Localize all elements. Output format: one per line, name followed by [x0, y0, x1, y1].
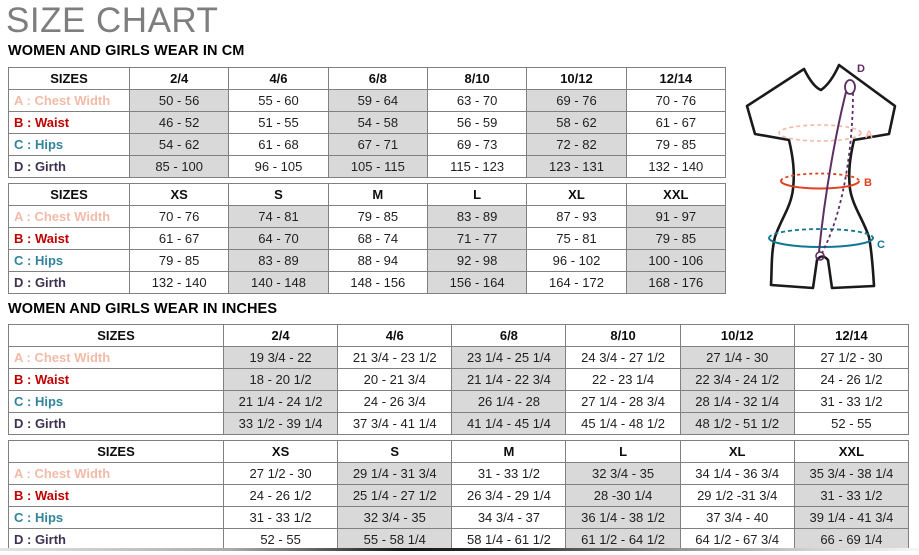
measurement-cell: 21 1/4 - 24 1/2 — [224, 391, 338, 413]
header-row — [9, 184, 726, 206]
girth-line-front — [819, 92, 846, 252]
waist-label: B — [864, 177, 872, 189]
section-heading-cm: WOMEN AND GIRLS WEAR IN CM — [8, 43, 245, 59]
measurement-cell: 72 - 82 — [527, 134, 626, 156]
measurement-cell: 74 - 81 — [229, 206, 328, 228]
size-column-header: 6/8 — [452, 325, 566, 347]
measurement-cell: 88 - 94 — [328, 250, 427, 272]
measurement-row — [9, 206, 726, 228]
measurement-cell: 140 - 148 — [229, 272, 328, 294]
measurement-cell: 52 - 55 — [224, 529, 338, 551]
size-column-header: S — [338, 441, 452, 463]
measurement-cell: 41 1/4 - 45 1/4 — [452, 413, 566, 435]
measurement-cell: 132 - 140 — [130, 272, 229, 294]
measurement-cell: 28 -30 1/4 — [566, 485, 680, 507]
measurement-cell: 61 1/2 - 64 1/2 — [566, 529, 680, 551]
measurement-cell: 55 - 60 — [229, 90, 328, 112]
measurement-cell: 34 1/4 - 36 3/4 — [680, 463, 794, 485]
measurement-cell: 85 - 100 — [130, 156, 229, 178]
girth-shoulder-marker — [845, 80, 855, 94]
measurement-cell: 34 3/4 - 37 — [452, 507, 566, 529]
measurement-cell: 69 - 73 — [427, 134, 526, 156]
measurement-cell: 61 - 68 — [229, 134, 328, 156]
measurement-cell: 35 3/4 - 38 1/4 — [794, 463, 908, 485]
measurement-row-label: A : Chest Width — [9, 463, 224, 485]
measurement-row — [9, 272, 726, 294]
measurement-cell: 66 - 69 1/4 — [794, 529, 908, 551]
size-column-header: 12/14 — [626, 68, 725, 90]
measurement-cell: 26 3/4 - 29 1/4 — [452, 485, 566, 507]
measurement-cell: 25 1/4 - 27 1/2 — [338, 485, 452, 507]
measurement-cell: 83 - 89 — [427, 206, 526, 228]
measurement-cell: 64 - 70 — [229, 228, 328, 250]
size-column-header: 2/4 — [224, 325, 338, 347]
size-table-cm-letter — [8, 183, 726, 294]
measurement-row — [9, 228, 726, 250]
measurement-cell: 58 - 62 — [527, 112, 626, 134]
measurement-row — [9, 485, 909, 507]
measurement-cell: 123 - 131 — [527, 156, 626, 178]
measurement-cell: 168 - 176 — [626, 272, 725, 294]
chest-ellipse — [779, 125, 861, 141]
measurement-figure — [733, 57, 915, 295]
measurement-cell: 67 - 71 — [328, 134, 427, 156]
measurement-row — [9, 413, 909, 435]
figure-body-outline — [747, 65, 895, 288]
measurement-cell: 69 - 76 — [527, 90, 626, 112]
measurement-cell: 18 - 20 1/2 — [224, 369, 338, 391]
measurement-cell: 37 3/4 - 41 1/4 — [338, 413, 452, 435]
sizes-column-header: SIZES — [9, 184, 130, 206]
size-table-inches-youth — [8, 324, 909, 435]
measurement-row — [9, 250, 726, 272]
measurement-cell: 50 - 56 — [130, 90, 229, 112]
measurement-row-label: A : Chest Width — [9, 347, 224, 369]
measurement-cell: 37 3/4 - 40 — [680, 507, 794, 529]
measurement-cell: 63 - 70 — [427, 90, 526, 112]
measurement-row — [9, 507, 909, 529]
measurement-cell: 79 - 85 — [626, 134, 725, 156]
size-table-inches-letter — [8, 440, 909, 551]
measurement-cell: 31 - 33 1/2 — [224, 507, 338, 529]
measurement-row-label: C : Hips — [9, 507, 224, 529]
size-column-header: 10/12 — [527, 68, 626, 90]
measurement-cell: 96 - 102 — [527, 250, 626, 272]
size-column-header: XL — [680, 441, 794, 463]
measurement-cell: 164 - 172 — [527, 272, 626, 294]
measurement-cell: 70 - 76 — [130, 206, 229, 228]
size-column-header: 8/10 — [427, 68, 526, 90]
size-column-header: M — [328, 184, 427, 206]
measurement-cell: 31 - 33 1/2 — [452, 463, 566, 485]
measurement-cell: 87 - 93 — [527, 206, 626, 228]
bottom-divider — [0, 548, 919, 551]
size-column-header: 12/14 — [794, 325, 908, 347]
measurement-cell: 39 1/4 - 41 3/4 — [794, 507, 908, 529]
header-row — [9, 325, 909, 347]
measurement-cell: 31 - 33 1/2 — [794, 485, 908, 507]
section-heading-inches: WOMEN AND GIRLS WEAR IN INCHES — [8, 301, 278, 317]
measurement-cell: 92 - 98 — [427, 250, 526, 272]
size-column-header: 10/12 — [680, 325, 794, 347]
measurement-cell: 29 1/2 -31 3/4 — [680, 485, 794, 507]
measurement-cell: 22 - 23 1/4 — [566, 369, 680, 391]
girth-label: D — [857, 63, 865, 75]
measurement-cell: 70 - 76 — [626, 90, 725, 112]
measurement-row — [9, 90, 726, 112]
measurement-row-label: B : Waist — [9, 369, 224, 391]
measurement-row-label: B : Waist — [9, 112, 130, 134]
measurement-row — [9, 391, 909, 413]
size-table-cm-youth — [8, 67, 726, 178]
size-column-header: M — [452, 441, 566, 463]
header-row — [9, 68, 726, 90]
measurement-cell: 27 1/2 - 30 — [794, 347, 908, 369]
measurement-row — [9, 156, 726, 178]
size-column-header: L — [566, 441, 680, 463]
measurement-cell: 148 - 156 — [328, 272, 427, 294]
measurement-row-label: A : Chest Width — [9, 206, 130, 228]
size-column-header: L — [427, 184, 526, 206]
measurement-row-label: C : Hips — [9, 250, 130, 272]
measurement-cell: 36 1/4 - 38 1/2 — [566, 507, 680, 529]
measurement-row-label: A : Chest Width — [9, 90, 130, 112]
measurement-cell: 31 - 33 1/2 — [794, 391, 908, 413]
measurement-cell: 156 - 164 — [427, 272, 526, 294]
size-column-header: XL — [527, 184, 626, 206]
measurement-cell: 51 - 55 — [229, 112, 328, 134]
measurement-cell: 75 - 81 — [527, 228, 626, 250]
measurement-row-label: C : Hips — [9, 391, 224, 413]
measurement-row-label: B : Waist — [9, 485, 224, 507]
measurement-cell: 55 - 58 1/4 — [338, 529, 452, 551]
measurement-cell: 52 - 55 — [794, 413, 908, 435]
sizes-column-header: SIZES — [9, 441, 224, 463]
measurement-row-label: B : Waist — [9, 228, 130, 250]
measurement-cell: 32 3/4 - 35 — [338, 507, 452, 529]
size-column-header: 2/4 — [130, 68, 229, 90]
measurement-cell: 27 1/2 - 30 — [224, 463, 338, 485]
measurement-cell: 61 - 67 — [130, 228, 229, 250]
size-column-header: XXL — [794, 441, 908, 463]
size-column-header: XS — [224, 441, 338, 463]
measurement-cell: 115 - 123 — [427, 156, 526, 178]
measurement-cell: 132 - 140 — [626, 156, 725, 178]
measurement-cell: 100 - 106 — [626, 250, 725, 272]
measurement-cell: 83 - 89 — [229, 250, 328, 272]
hips-label: C — [877, 239, 885, 251]
measurement-cell: 24 - 26 1/2 — [224, 485, 338, 507]
measurement-row — [9, 112, 726, 134]
measurement-cell: 58 1/4 - 61 1/2 — [452, 529, 566, 551]
measurement-cell: 46 - 52 — [130, 112, 229, 134]
measurement-cell: 22 3/4 - 24 1/2 — [680, 369, 794, 391]
measurement-cell: 91 - 97 — [626, 206, 725, 228]
measurement-row — [9, 347, 909, 369]
measurement-cell: 27 1/4 - 28 3/4 — [566, 391, 680, 413]
size-column-header: 4/6 — [338, 325, 452, 347]
chest-label: A — [865, 129, 873, 141]
measurement-row — [9, 134, 726, 156]
measurement-cell: 79 - 85 — [130, 250, 229, 272]
measurement-cell: 29 1/4 - 31 3/4 — [338, 463, 452, 485]
size-column-header: 8/10 — [566, 325, 680, 347]
size-column-header: 4/6 — [229, 68, 328, 90]
measurement-row-label: D : Girth — [9, 272, 130, 294]
measurement-row-label: D : Girth — [9, 413, 224, 435]
measurement-cell: 105 - 115 — [328, 156, 427, 178]
measurement-cell: 21 1/4 - 22 3/4 — [452, 369, 566, 391]
measurement-cell: 24 3/4 - 27 1/2 — [566, 347, 680, 369]
measurement-cell: 19 3/4 - 22 — [224, 347, 338, 369]
measurement-cell: 64 1/2 - 67 3/4 — [680, 529, 794, 551]
size-column-header: XS — [130, 184, 229, 206]
measurement-cell: 79 - 85 — [626, 228, 725, 250]
measurement-cell: 24 - 26 1/2 — [794, 369, 908, 391]
measurement-cell: 27 1/4 - 30 — [680, 347, 794, 369]
measurement-cell: 21 3/4 - 23 1/2 — [338, 347, 452, 369]
size-column-header: S — [229, 184, 328, 206]
header-row — [9, 441, 909, 463]
measurement-cell: 48 1/2 - 51 1/2 — [680, 413, 794, 435]
measurement-cell: 56 - 59 — [427, 112, 526, 134]
measurement-cell: 45 1/4 - 48 1/2 — [566, 413, 680, 435]
measurement-row — [9, 369, 909, 391]
measurement-row-label: C : Hips — [9, 134, 130, 156]
measurement-row — [9, 463, 909, 485]
measurement-row-label: D : Girth — [9, 529, 224, 551]
measurement-cell: 61 - 67 — [626, 112, 725, 134]
measurement-cell: 33 1/2 - 39 1/4 — [224, 413, 338, 435]
measurement-cell: 20 - 21 3/4 — [338, 369, 452, 391]
measurement-cell: 28 1/4 - 32 1/4 — [680, 391, 794, 413]
measurement-cell: 23 1/4 - 25 1/4 — [452, 347, 566, 369]
measurement-cell: 32 3/4 - 35 — [566, 463, 680, 485]
measurement-cell: 79 - 85 — [328, 206, 427, 228]
sizes-column-header: SIZES — [9, 68, 130, 90]
measurement-cell: 26 1/4 - 28 — [452, 391, 566, 413]
page-title: SIZE CHART — [6, 1, 219, 40]
measurement-cell: 71 - 77 — [427, 228, 526, 250]
measurement-cell: 68 - 74 — [328, 228, 427, 250]
measurement-cell: 59 - 64 — [328, 90, 427, 112]
size-column-header: XXL — [626, 184, 725, 206]
measurement-cell: 54 - 62 — [130, 134, 229, 156]
measurement-cell: 24 - 26 3/4 — [338, 391, 452, 413]
measurement-cell: 54 - 58 — [328, 112, 427, 134]
measurement-cell: 96 - 105 — [229, 156, 328, 178]
measurement-row-label: D : Girth — [9, 156, 130, 178]
sizes-column-header: SIZES — [9, 325, 224, 347]
size-column-header: 6/8 — [328, 68, 427, 90]
